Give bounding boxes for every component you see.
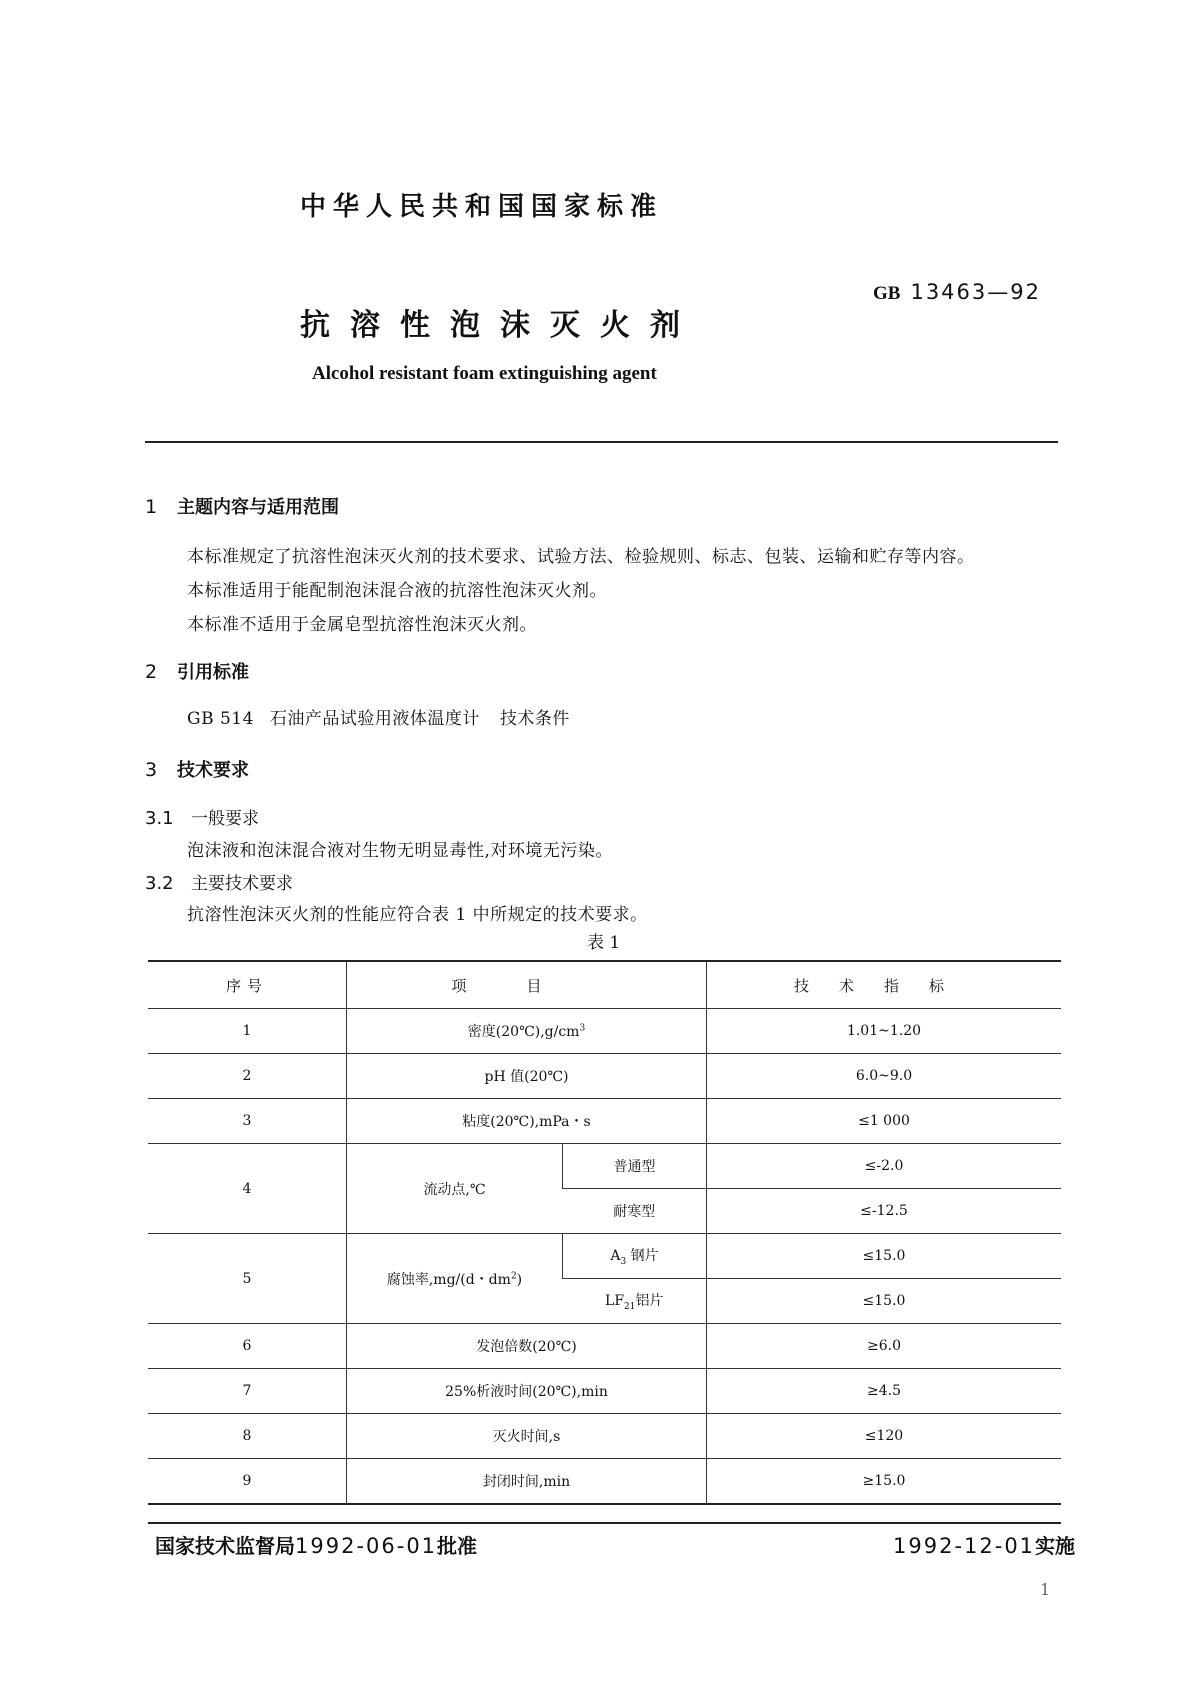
cell-value: ≤1 000: [707, 1099, 1062, 1144]
effective-suffix: 实施: [1035, 1534, 1076, 1558]
section-number: 1: [145, 496, 158, 518]
subsection-number: 3.2: [145, 873, 174, 894]
effective-line: [893, 1530, 1075, 1559]
subsection-3-2-text: 抗溶性泡沫灭火剂的性能应符合表 1 中所规定的技术要求。: [187, 905, 648, 925]
section-number: 3: [145, 759, 158, 781]
subitem-label: 钢片: [630, 1248, 659, 1265]
subitem-prefix: A: [610, 1248, 621, 1265]
cell-value: ≥6.0: [707, 1324, 1062, 1369]
section-number: 2: [145, 661, 158, 683]
cell-subitem: 耐寒型: [563, 1189, 707, 1234]
subsection-title: 主要技术要求: [191, 874, 293, 894]
standard-code: [873, 280, 1041, 305]
subsection-title: 一般要求: [191, 809, 259, 829]
cell-item: [347, 1234, 563, 1324]
cell-value: ≥15.0: [707, 1459, 1062, 1505]
table-row: [148, 1324, 1061, 1369]
cell-item: 流动点,℃: [347, 1144, 563, 1234]
subsection-3-1-text: 泡沫液和泡沫混合液对生物无明显毒性,对环境无污染。: [187, 841, 613, 861]
referenced-standard: [187, 704, 570, 729]
cell-no: 9: [148, 1459, 347, 1505]
reference-suffix: 技术条件: [499, 709, 570, 729]
standard-code-prefix: GB: [873, 283, 901, 304]
cell-value: ≤-2.0: [707, 1144, 1062, 1189]
section-1-heading: [145, 493, 339, 519]
section-title: 引用标准: [177, 662, 249, 683]
section-1-paragraph: 本标准适用于能配制泡沫混合液的抗溶性泡沫灭火剂。: [187, 581, 607, 601]
cell-item: 粘度(20℃),mPa・s: [347, 1099, 707, 1144]
header-item: 项目: [347, 961, 707, 1009]
footer-divider: [148, 1522, 1061, 1524]
cell-no: 8: [148, 1414, 347, 1459]
document-title-cn: 抗溶性泡沫灭火剂: [300, 308, 700, 343]
cell-item: pH 值(20℃): [347, 1054, 707, 1099]
section-2-heading: [145, 658, 249, 684]
cell-value: ≤15.0: [707, 1279, 1062, 1324]
cell-item: 封闭时间,min: [347, 1459, 707, 1505]
cell-value: ≤-12.5: [707, 1189, 1062, 1234]
national-standard-heading: 中华人民共和国国家标准: [300, 192, 664, 222]
cell-value: ≤120: [707, 1414, 1062, 1459]
table-row: [148, 1009, 1061, 1054]
subsection-3-1-heading: [145, 804, 259, 829]
reference-code: GB 514: [187, 709, 254, 729]
table-row: [148, 1234, 1061, 1279]
cell-value: ≥4.5: [707, 1369, 1062, 1414]
approver: 国家技术监督局: [155, 1534, 295, 1558]
cell-subitem: [563, 1234, 707, 1279]
header-divider: [145, 441, 1058, 443]
approval-line: [155, 1530, 477, 1559]
subitem-subscript: 3: [620, 1256, 627, 1267]
cell-no: 1: [148, 1009, 347, 1054]
section-1-paragraph: 本标准规定了抗溶性泡沫灭火剂的技术要求、试验方法、检验规则、标志、包装、运输和贮存等内容。: [187, 547, 975, 567]
table-row: [148, 1414, 1061, 1459]
table-header-row: [148, 961, 1061, 1009]
approval-date: 1992-06-01: [295, 1534, 438, 1558]
table-row: [148, 1369, 1061, 1414]
section-3-heading: [145, 756, 249, 782]
standard-code-number: 13463—92: [910, 280, 1041, 304]
reference-name: 石油产品试验用液体温度计: [269, 709, 480, 729]
cell-item: 发泡倍数(20℃): [347, 1324, 707, 1369]
subitem-prefix: LF: [605, 1293, 625, 1310]
section-title: 主题内容与适用范围: [177, 497, 339, 518]
item-superscript: 3: [579, 1023, 586, 1034]
table-row: [148, 1459, 1061, 1505]
section-1-paragraph: 本标准不适用于金属皂型抗溶性泡沫灭火剂。: [187, 615, 537, 635]
cell-no: 7: [148, 1369, 347, 1414]
cell-item: 灭火时间,s: [347, 1414, 707, 1459]
table-row: [148, 1099, 1061, 1144]
approval-suffix: 批准: [437, 1534, 478, 1558]
subitem-label: 铝片: [635, 1293, 664, 1310]
effective-date: 1992-12-01: [893, 1534, 1036, 1558]
cell-value: 6.0~9.0: [707, 1054, 1062, 1099]
item-tail: ): [516, 1271, 523, 1288]
cell-value: 1.01~1.20: [707, 1009, 1062, 1054]
cell-no: 3: [148, 1099, 347, 1144]
cell-no: 6: [148, 1324, 347, 1369]
table-row: [148, 1054, 1061, 1099]
cell-item: 25%析液时间(20℃),min: [347, 1369, 707, 1414]
subsection-number: 3.1: [145, 808, 174, 829]
technical-requirements-table: [148, 960, 1061, 1505]
cell-no: 4: [148, 1144, 347, 1234]
subitem-subscript: 21: [624, 1301, 636, 1312]
table-caption: 表 1: [587, 933, 621, 953]
cell-no: 5: [148, 1234, 347, 1324]
header-technical-index: 技术指标: [707, 961, 1062, 1009]
item-superscript: 2: [510, 1270, 517, 1281]
cell-subitem: [563, 1279, 707, 1324]
cell-no: 2: [148, 1054, 347, 1099]
item-text: 腐蚀率,mg/(d・dm: [386, 1271, 511, 1288]
section-title: 技术要求: [177, 760, 249, 781]
document-title-en: Alcohol resistant foam extinguishing agent: [312, 363, 657, 384]
page-number: 1: [1040, 1580, 1051, 1599]
cell-item: [347, 1009, 707, 1054]
subsection-3-2-heading: [145, 869, 293, 894]
table-row: [148, 1144, 1061, 1189]
header-serial-no: 序号: [148, 961, 347, 1009]
cell-value: ≤15.0: [707, 1234, 1062, 1279]
cell-subitem: 普通型: [563, 1144, 707, 1189]
item-text: 密度(20℃),g/cm: [467, 1024, 580, 1040]
